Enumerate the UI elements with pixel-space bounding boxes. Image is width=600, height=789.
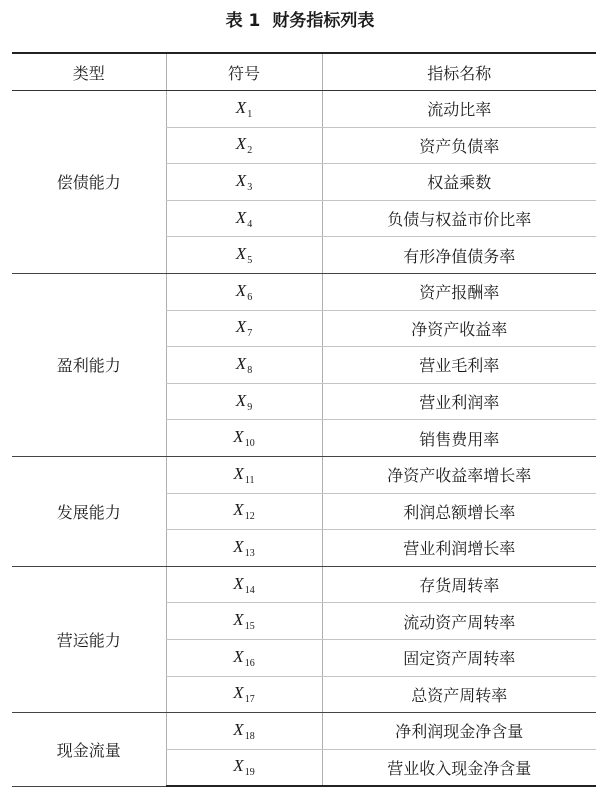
indicator-symbol	[166, 164, 322, 201]
symbol-variable: X	[233, 463, 244, 483]
symbol-variable: X	[233, 683, 244, 703]
indicator-name: 流动比率	[322, 91, 596, 128]
symbol-subscript: 6	[247, 291, 253, 303]
indicator-symbol	[166, 639, 322, 676]
indicator-name: 营业毛利率	[322, 347, 596, 384]
indicator-name: 总资产周转率	[322, 676, 596, 713]
header-symbol: 符号	[166, 53, 322, 91]
indicator-name: 净资产收益率增长率	[322, 456, 596, 493]
symbol-wrapper	[233, 536, 255, 559]
symbol-subscript: 1	[247, 108, 253, 120]
indicator-category: 盈利能力	[12, 273, 166, 456]
symbol-wrapper	[233, 500, 255, 523]
symbol-variable: X	[233, 610, 244, 630]
symbol-wrapper	[235, 317, 253, 340]
indicator-name: 净资产收益率	[322, 310, 596, 347]
symbol-wrapper	[235, 170, 253, 193]
indicator-name: 负债与权益市价比率	[322, 200, 596, 237]
indicator-name: 权益乘数	[322, 164, 596, 201]
indicator-symbol	[166, 91, 322, 128]
indicator-symbol	[166, 530, 322, 567]
symbol-wrapper	[233, 646, 255, 669]
indicator-category: 发展能力	[12, 456, 166, 566]
symbol-variable: X	[233, 500, 244, 520]
symbol-subscript: 13	[244, 547, 255, 559]
table-title: 财务指标列表	[272, 11, 375, 31]
symbol-subscript: 5	[247, 255, 253, 267]
symbol-subscript: 4	[247, 218, 253, 230]
symbol-variable: X	[235, 353, 247, 373]
indicator-symbol	[166, 127, 322, 164]
symbol-wrapper	[235, 353, 253, 376]
indicator-category: 营运能力	[12, 566, 166, 712]
symbol-subscript: 19	[244, 767, 255, 779]
indicator-name: 流动资产周转率	[322, 603, 596, 640]
symbol-variable: X	[235, 244, 247, 264]
indicator-symbol	[166, 456, 322, 493]
symbol-wrapper	[235, 97, 253, 120]
indicator-symbol	[166, 493, 322, 530]
symbol-wrapper	[233, 463, 255, 486]
symbol-subscript: 8	[247, 364, 253, 376]
indicator-symbol	[166, 420, 322, 457]
table-row	[12, 566, 596, 603]
symbol-subscript: 7	[247, 328, 253, 340]
symbol-variable: X	[235, 170, 247, 190]
indicator-symbol	[166, 273, 322, 310]
symbol-wrapper	[233, 610, 255, 633]
indicator-name: 固定资产周转率	[322, 639, 596, 676]
symbol-variable: X	[235, 97, 247, 117]
indicator-name: 营业利润率	[322, 383, 596, 420]
symbol-wrapper	[233, 683, 255, 706]
indicator-symbol	[166, 383, 322, 420]
symbol-subscript: 12	[244, 511, 255, 523]
symbol-subscript: 9	[247, 401, 253, 413]
symbol-wrapper	[235, 207, 253, 230]
indicator-category: 偿债能力	[12, 91, 166, 274]
header-type: 类型	[12, 53, 166, 91]
symbol-wrapper	[233, 756, 255, 779]
indicator-symbol	[166, 310, 322, 347]
symbol-subscript: 17	[244, 694, 255, 706]
table-row	[12, 273, 596, 310]
symbol-variable: X	[235, 390, 247, 410]
symbol-variable: X	[235, 280, 247, 300]
indicator-symbol	[166, 566, 322, 603]
symbol-wrapper	[235, 390, 253, 413]
symbol-variable: X	[233, 719, 244, 739]
symbol-wrapper	[233, 427, 255, 450]
indicator-name: 营业收入现金净含量	[322, 749, 596, 786]
symbol-variable: X	[235, 317, 247, 337]
indicator-name: 有形净值债务率	[322, 237, 596, 274]
symbol-wrapper	[235, 134, 253, 157]
indicator-name: 资产报酬率	[322, 273, 596, 310]
indicator-symbol	[166, 237, 322, 274]
table-caption	[0, 8, 600, 34]
symbol-variable: X	[233, 573, 244, 593]
indicator-symbol	[166, 749, 322, 786]
symbol-variable: X	[233, 536, 244, 556]
header-indicator-name: 指标名称	[322, 53, 596, 91]
indicator-name: 营业利润增长率	[322, 530, 596, 567]
table-number: 表 1	[225, 11, 261, 31]
table-row	[12, 456, 596, 493]
symbol-subscript: 10	[244, 438, 255, 450]
header-row	[12, 53, 596, 91]
indicator-symbol	[166, 713, 322, 750]
indicator-category: 现金流量	[12, 713, 166, 787]
symbol-wrapper	[235, 280, 253, 303]
financial-indicator-table	[12, 52, 596, 787]
symbol-wrapper	[233, 719, 255, 742]
symbol-variable: X	[233, 427, 244, 447]
indicator-name: 存货周转率	[322, 566, 596, 603]
table-body	[12, 91, 596, 787]
indicator-name: 销售费用率	[322, 420, 596, 457]
symbol-subscript: 2	[247, 145, 253, 157]
symbol-subscript: 15	[244, 621, 255, 633]
symbol-subscript: 18	[244, 730, 255, 742]
indicator-symbol	[166, 676, 322, 713]
symbol-wrapper	[233, 573, 255, 596]
symbol-subscript: 14	[244, 584, 255, 596]
indicator-symbol	[166, 200, 322, 237]
symbol-variable: X	[233, 756, 244, 776]
indicator-symbol	[166, 603, 322, 640]
symbol-variable: X	[233, 646, 244, 666]
indicator-symbol	[166, 347, 322, 384]
symbol-subscript: 16	[244, 657, 255, 669]
symbol-variable: X	[235, 207, 247, 227]
indicator-name: 资产负债率	[322, 127, 596, 164]
symbol-subscript: 11	[244, 474, 255, 486]
table-row	[12, 713, 596, 750]
indicator-name: 净利润现金净含量	[322, 713, 596, 750]
symbol-variable: X	[235, 134, 247, 154]
indicator-name: 利润总额增长率	[322, 493, 596, 530]
symbol-subscript: 3	[247, 181, 253, 193]
symbol-wrapper	[235, 244, 253, 267]
table-row	[12, 91, 596, 128]
